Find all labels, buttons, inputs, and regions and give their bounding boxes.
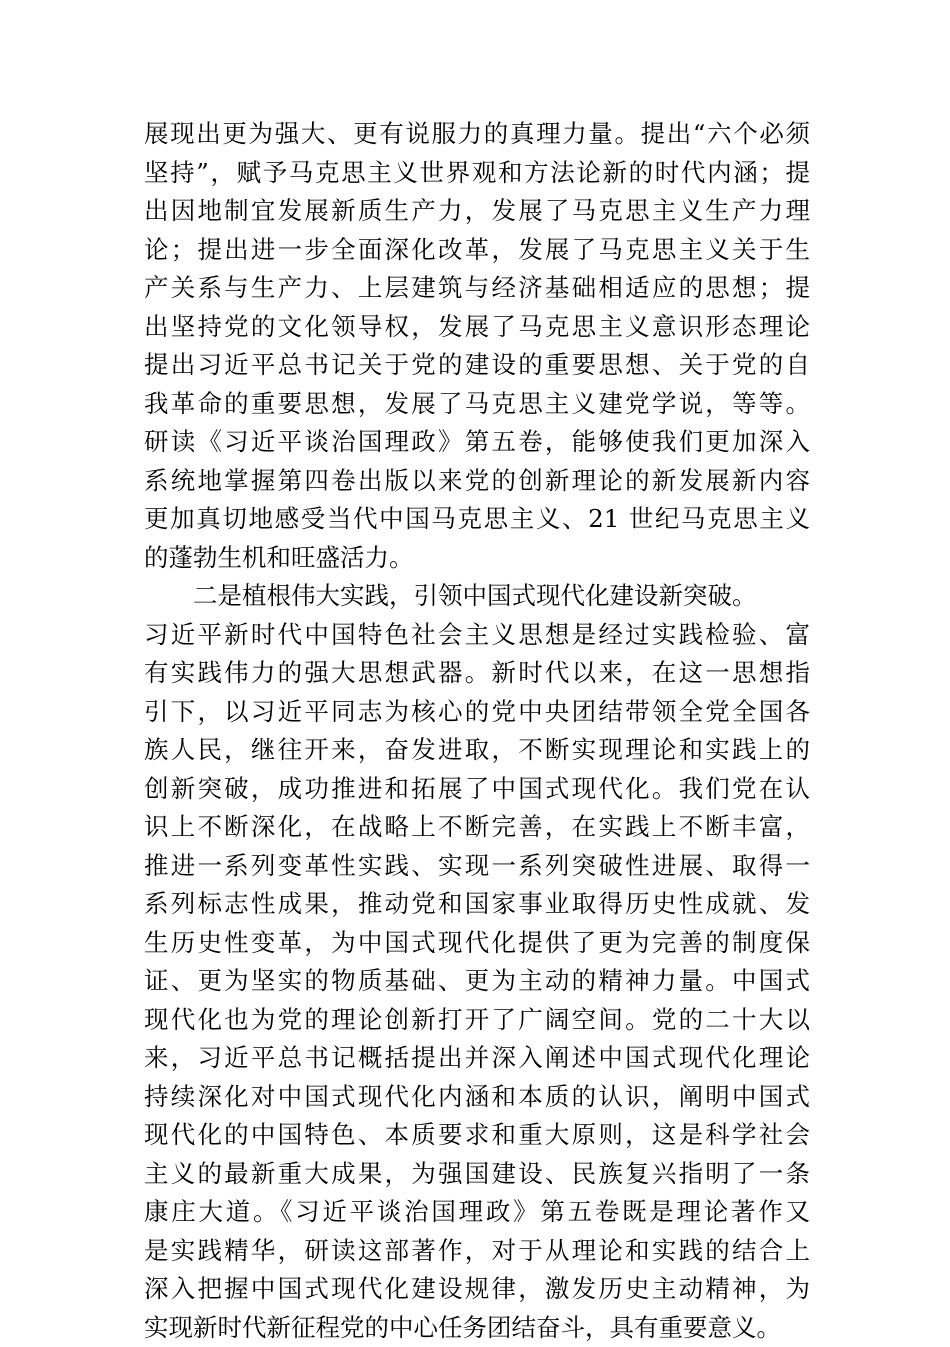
- text-line: 来，习近平总书记概括提出并深入阐述中国式现代化理论: [144, 1039, 810, 1078]
- text-line: 研读《习近平谈治国理政》第五卷，能够使我们更加深入: [144, 423, 810, 462]
- text-line: 持续深化对中国式现代化内涵和本质的认识，阐明中国式: [144, 1078, 810, 1117]
- text-line: 有实践伟力的强大思想武器。新时代以来，在这一思想指: [144, 654, 810, 693]
- paragraph-2: [144, 577, 810, 1347]
- text-line: 更加真切地感受当代中国马克思主义、21 世纪马克思主义: [144, 500, 810, 539]
- text-line: 深入把握中国式现代化建设规律，激发历史主动精神，为: [144, 1270, 810, 1309]
- text-line: 生历史性变革，为中国式现代化提供了更为完善的制度保: [144, 924, 810, 963]
- text-line: 的蓬勃生机和旺盛活力。: [144, 539, 810, 578]
- text-line: 识上不断深化，在战略上不断完善，在实践上不断丰富，: [144, 808, 810, 847]
- text-line: 习近平新时代中国特色社会主义思想是经过实践检验、富: [144, 616, 810, 655]
- text-line: 引下，以习近平同志为核心的党中央团结带领全党全国各: [144, 693, 810, 732]
- text-line: 系统地掌握第四卷出版以来党的创新理论的新发展新内容: [144, 462, 810, 501]
- text-line: 提出习近平总书记关于党的建设的重要思想、关于党的自: [144, 346, 810, 385]
- text-line: 论；提出进一步全面深化改革，发展了马克思主义关于生: [144, 231, 810, 270]
- text-line: 展现出更为强大、更有说服力的真理力量。提出“六个必须: [144, 115, 810, 154]
- text-line: 康庄大道。《习近平谈治国理政》第五卷既是理论著作又: [144, 1193, 810, 1232]
- text-line: 出因地制宜发展新质生产力，发展了马克思主义生产力理: [144, 192, 810, 231]
- text-line: 系列标志性成果，推动党和国家事业取得历史性成就、发: [144, 885, 810, 924]
- text-line: 坚持”，赋予马克思主义世界观和方法论新的时代内涵；提: [144, 154, 810, 193]
- text-line: 实现新时代新征程党的中心任务团结奋斗，具有重要意义。: [144, 1309, 810, 1347]
- paragraph-1: [144, 115, 810, 577]
- text-line: 证、更为坚实的物质基础、更为主动的精神力量。中国式: [144, 962, 810, 1001]
- text-line: 创新突破，成功推进和拓展了中国式现代化。我们党在认: [144, 770, 810, 809]
- text-line: 二是植根伟大实践，引领中国式现代化建设新突破。: [144, 577, 810, 616]
- text-line: 出坚持党的文化领导权，发展了马克思主义意识形态理论: [144, 308, 810, 347]
- text-line: 现代化的中国特色、本质要求和重大原则，这是科学社会: [144, 1116, 810, 1155]
- document-body: [144, 115, 810, 1347]
- text-line: 产关系与生产力、上层建筑与经济基础相适应的思想；提: [144, 269, 810, 308]
- text-line: 现代化也为党的理论创新打开了广阔空间。党的二十大以: [144, 1001, 810, 1040]
- text-line: 是实践精华，研读这部著作，对于从理论和实践的结合上: [144, 1232, 810, 1271]
- text-line: 推进一系列变革性实践、实现一系列突破性进展、取得一: [144, 847, 810, 886]
- text-line: 主义的最新重大成果，为强国建设、民族复兴指明了一条: [144, 1155, 810, 1194]
- text-line: 我革命的重要思想，发展了马克思主义建党学说，等等。: [144, 385, 810, 424]
- text-line: 族人民，继往开来，奋发进取，不断实现理论和实践上的: [144, 731, 810, 770]
